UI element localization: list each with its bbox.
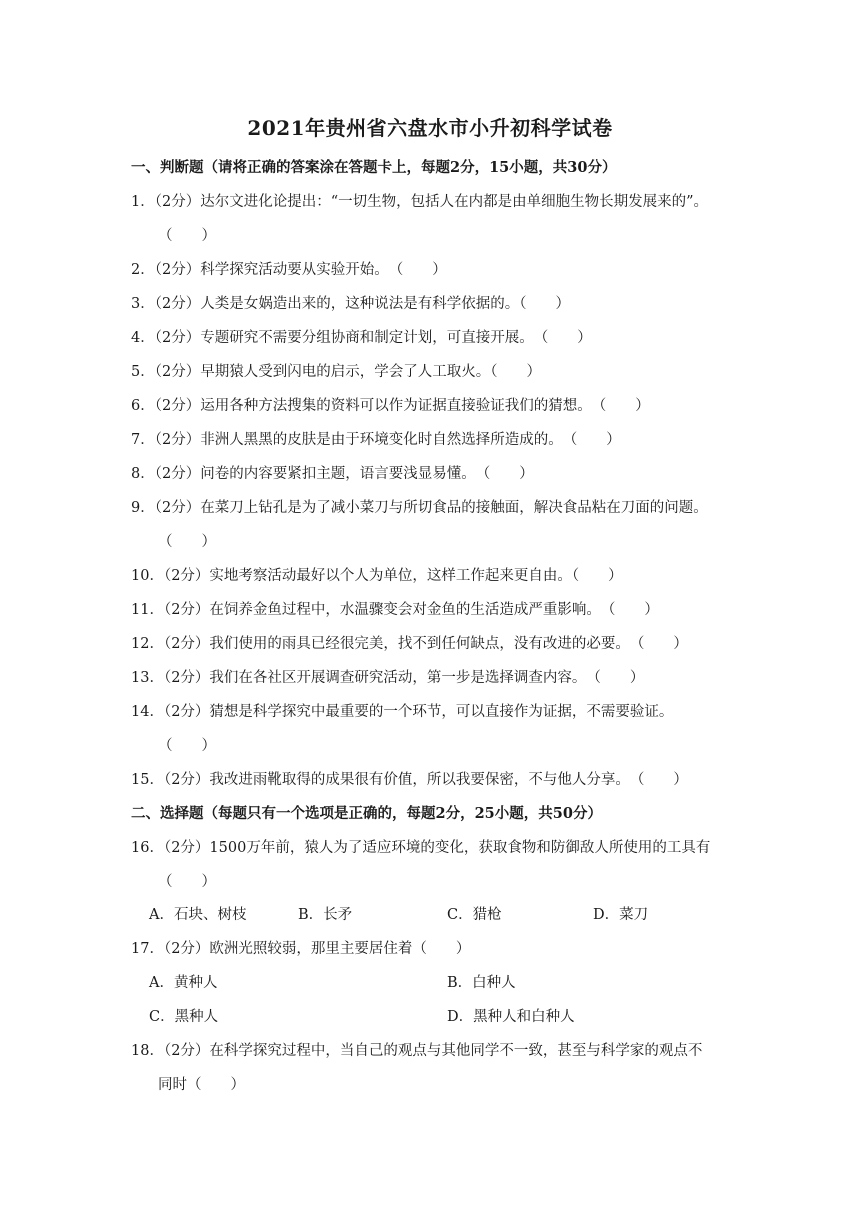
section-heading-choice: 二、选择题（每题只有一个选项是正确的，每题2分，25小题，共50分） xyxy=(131,805,602,822)
question-3: 3．（2分）人类是女娲造出来的，这种说法是有科学依据的。（ ） xyxy=(131,296,570,312)
question-10: 10．（2分）实地考察活动最好以个人为单位，这样工作起来更自由。（ ） xyxy=(131,568,623,584)
question-18-continuation: 同时（ ） xyxy=(158,1077,245,1093)
question-1-bracket: （ ） xyxy=(158,228,216,244)
option-b: B．长矛 xyxy=(298,907,353,923)
question-13: 13．（2分）我们在各社区开展调查研究活动，第一步是选择调查内容。 （ ） xyxy=(131,670,645,686)
question-17: 17．（2分）欧洲光照较弱，那里主要居住着（ ） xyxy=(131,941,471,957)
question-9: 9．（2分）在菜刀上钻孔是为了减小菜刀与所切食品的接触面，解决食品粘在刀面的问题。 xyxy=(131,500,708,516)
section-heading-judgment: 一、判断题（请将正确的答案涂在答题卡上，每题2分，15小题，共30分） xyxy=(131,159,617,176)
option-c: C．黑种人 xyxy=(149,1009,219,1025)
option-a: A．黄种人 xyxy=(149,975,218,991)
option-d: D．黑种人和白种人 xyxy=(447,1009,575,1025)
question-16-options xyxy=(149,903,749,923)
question-14: 14．（2分）猜想是科学探究中最重要的一个环节，可以直接作为证据，不需要验证。 xyxy=(131,704,674,720)
question-5: 5．（2分）早期猿人受到闪电的启示，学会了人工取火。（ ） xyxy=(131,364,541,380)
question-1: 1．（2分）达尔文进化论提出：“一切生物，包括人在内都是由单细胞生物长期发展来的”。 xyxy=(131,194,709,210)
option-b: B．白种人 xyxy=(447,975,516,991)
question-17-options-row2 xyxy=(149,1005,749,1025)
option-c: C．猎枪 xyxy=(447,907,502,923)
question-12: 12．（2分）我们使用的雨具已经很完美，找不到任何缺点，没有改进的必要。 （ ） xyxy=(131,636,688,652)
question-9-bracket: （ ） xyxy=(158,534,216,550)
question-8: 8．（2分）问卷的内容要紧扣主题，语言要浅显易懂。 （ ） xyxy=(131,466,534,482)
question-16-bracket: （ ） xyxy=(158,874,216,890)
option-a: A．石块、树枝 xyxy=(149,907,247,923)
question-6: 6．（2分）运用各种方法搜集的资料可以作为证据直接验证我们的猜想。 （ ） xyxy=(131,398,650,414)
question-16: 16．（2分）1500万年前，猿人为了适应环境的变化，获取食物和防御敌人所使用的工具有 xyxy=(131,840,711,856)
question-2: 2．（2分）科学探究活动要从实验开始。 （ ） xyxy=(131,262,447,278)
question-4: 4．（2分）专题研究不需要分组协商和制定计划，可直接开展。 （ ） xyxy=(131,330,592,346)
option-d: D．菜刀 xyxy=(593,907,649,923)
question-14-bracket: （ ） xyxy=(158,738,216,754)
question-15: 15．（2分）我改进雨靴取得的成果很有价值，所以我要保密，不与他人分享。 （ ） xyxy=(131,772,688,788)
question-11: 11．（2分）在饲养金鱼过程中，水温骤变会对金鱼的生活造成严重影响。 （ ） xyxy=(131,602,659,618)
question-7: 7．（2分）非洲人黑黑的皮肤是由于环境变化时自然选择所造成的。 （ ） xyxy=(131,432,621,448)
page-title: 2021年贵州省六盘水市小升初科学试卷 xyxy=(247,116,613,140)
question-18: 18．（2分）在科学探究过程中，当自己的观点与其他同学不一致，甚至与科学家的观点不 xyxy=(131,1043,703,1059)
question-17-options-row1 xyxy=(149,971,749,991)
